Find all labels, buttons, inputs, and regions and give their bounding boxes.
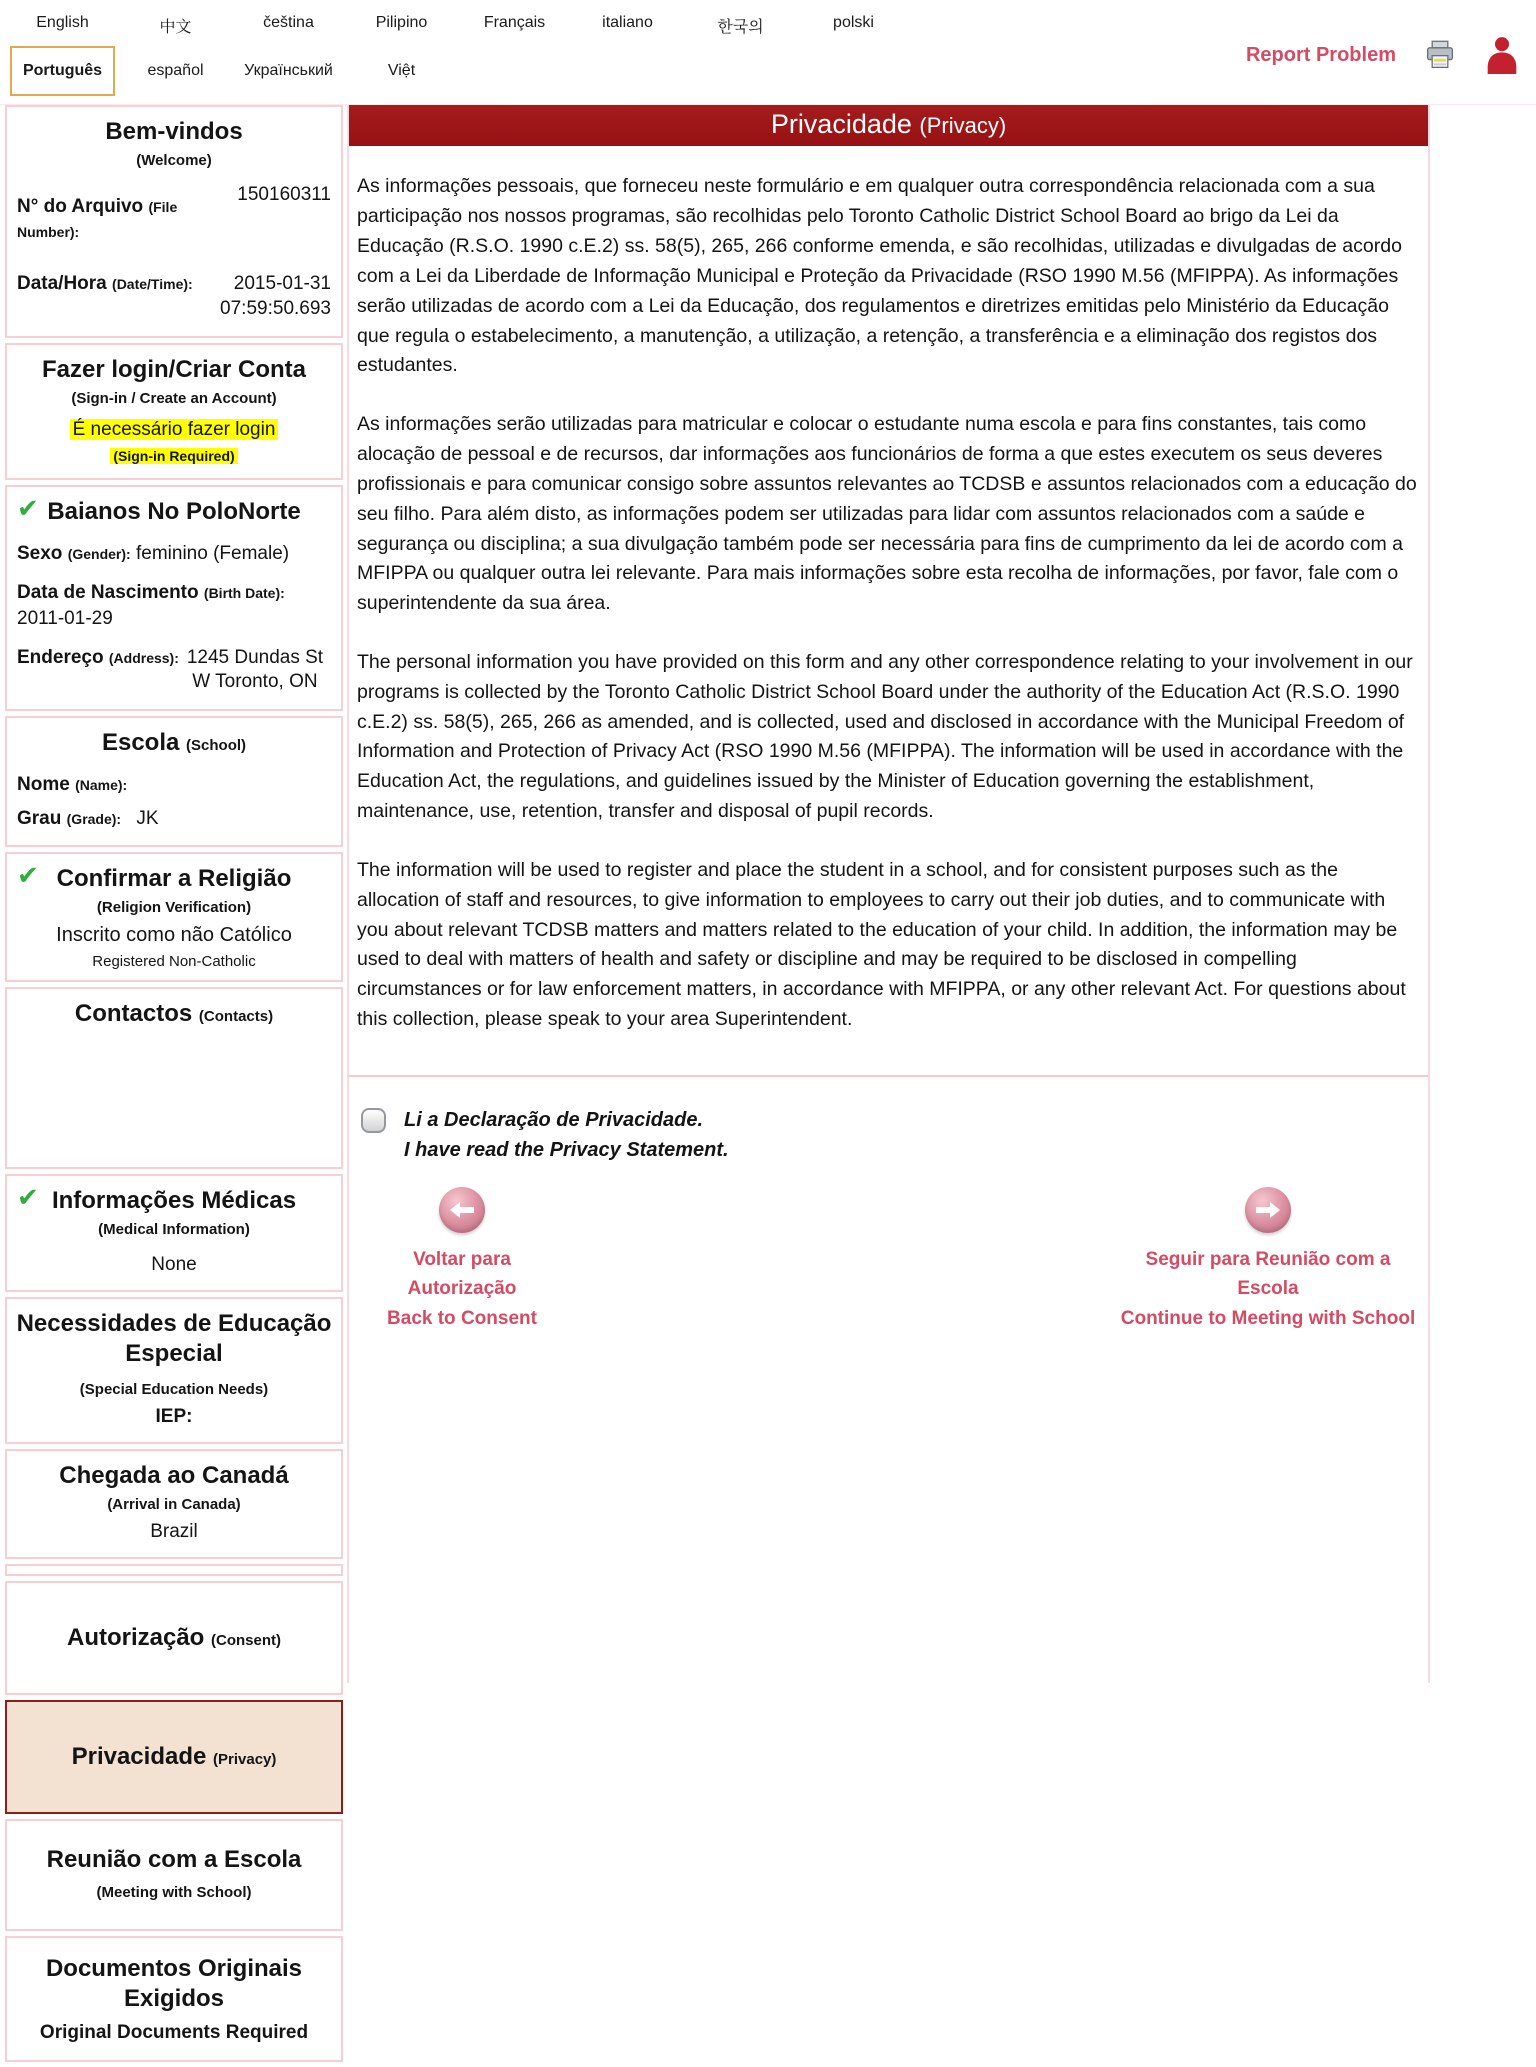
- continue-to-meeting-button[interactable]: [1118, 1187, 1418, 1333]
- welcome-title: Bem-vindos: [105, 118, 243, 145]
- page-title: [349, 105, 1428, 146]
- privacy-statement: [349, 146, 1428, 1333]
- arrival-subtitle: (Arrival in Canada): [107, 1496, 241, 1514]
- signin-required-en: (Sign-in Required): [110, 448, 237, 464]
- privacy-paragraph-pt-2: As informações serão utilizadas para matricular e colocar o estudante numa escola e para fins constantes, tais como alocação de pessoal e de recursos, dar informações aos funcionários de forma a que estes executem os seus deveres profissionais e para comunicar consigo sobre assuntos relevantes ao TCDSB e assuntos relacionados com a educação do seu filho. Para além disto, as informações podem ser utilizadas para lidar com assuntos relacionados com a saúde e segurança ou disciplina; a sua divulgação também pode ser necessária para fins de cumprimento da lei de acordo com a MFIPPA ou qualquer outra lei relevante. Para mais informações sobre esta recolha de informações, por favor, fale com o superintendente da sua área.: [357, 413, 1417, 615]
- language-item-french[interactable]: Français: [483, 14, 546, 31]
- report-problem-link[interactable]: Report Problem: [1245, 43, 1396, 66]
- student-name: Baianos No PoloNorte: [47, 497, 301, 525]
- page-title-en: (Privacy): [919, 113, 1007, 138]
- sidebar-step-meeting[interactable]: [5, 1819, 343, 1931]
- check-icon: ✔: [17, 492, 39, 523]
- privacy-read-labels: [404, 1105, 729, 1165]
- file-number-label: N° do Arquivo: [17, 196, 144, 217]
- religion-title: Confirmar a Religião: [56, 865, 292, 893]
- special-education-subtitle: (Special Education Needs): [79, 1381, 269, 1399]
- sidebar-step-medical[interactable]: [5, 1174, 343, 1292]
- privacy-read-label-pt: Li a Declaração de Privacidade.: [404, 1108, 704, 1131]
- language-item-italian[interactable]: italiano: [602, 14, 653, 31]
- grade-value: JK: [136, 807, 159, 829]
- welcome-subtitle: (Welcome): [136, 152, 212, 169]
- arrival-title: Chegada ao Canadá: [59, 1462, 289, 1490]
- meeting-title-en: (Meeting with School): [96, 1884, 252, 1902]
- privacy-paragraph-en-1: The personal information you have provided on this form and any other correspondence relating to your involvement in our programs is collected by the Toronto Catholic District School Board under the authority of the Education Act (R.S.O. 1990 c.E.2) ss. 58(5), 265, 266 as amended, and is collected, used and disclosed in accordance with the Municipal Freedom of Information and Protection of Privacy Act (RSO 1990 M.56 (MFIPPA). The information will be used in accordance with the Education Act, the regulations, and guidelines issued by the Minister of Education governing the establishment, maintenance, use, retention, transfer and disposal of pupil records.: [357, 650, 1413, 823]
- sidebar-divider: [5, 1564, 343, 1576]
- next-arrow-icon[interactable]: [1245, 1187, 1291, 1233]
- check-icon: ✔: [17, 1182, 39, 1213]
- selected-language-box[interactable]: Português: [10, 46, 115, 96]
- datetime-label-en: (Date/Time):: [112, 276, 193, 293]
- religion-status-pt: Inscrito como não Católico: [56, 924, 292, 947]
- language-row-2: [6, 46, 458, 96]
- medical-value: None: [151, 1254, 197, 1276]
- contacts-title: Contactos: [74, 1000, 193, 1028]
- language-row-1: [6, 14, 910, 37]
- sidebar-step-privacy-active[interactable]: [5, 1700, 343, 1814]
- topbar-actions: [1246, 36, 1520, 74]
- gender-row: Sexo (Gender): feminino (Female): [17, 542, 290, 564]
- user-account-icon[interactable]: [1484, 36, 1520, 74]
- religion-subtitle: (Religion Verification): [96, 899, 252, 917]
- sidebar-step-arrival[interactable]: [5, 1449, 343, 1559]
- back-arrow-icon[interactable]: [439, 1187, 485, 1233]
- arrival-value: Brazil: [150, 1521, 198, 1543]
- datetime-label: Data/Hora: [17, 273, 107, 295]
- special-education-title: Necessidades de Educação Especial: [16, 1310, 332, 1368]
- language-item-spanish[interactable]: español: [147, 62, 204, 79]
- privacy-acknowledgement: [357, 1077, 1418, 1165]
- language-item-korean[interactable]: 한국의: [717, 19, 764, 36]
- language-item-chinese[interactable]: 中文: [159, 19, 192, 36]
- language-item-ukrainian[interactable]: Український: [244, 62, 333, 79]
- address-value: 1245 Dundas St W Toronto, ON: [186, 646, 324, 693]
- religion-status-en: Registered Non-Catholic: [92, 953, 256, 971]
- language-item-vietnamese[interactable]: Việt: [387, 62, 416, 79]
- back-button-label-pt[interactable]: Voltar para Autorização: [407, 1248, 517, 1300]
- file-number-row: [17, 184, 331, 244]
- signin-subtitle: (Sign-in / Create an Account): [71, 389, 277, 407]
- language-item-czech[interactable]: čeština: [263, 14, 314, 31]
- next-button-label-en[interactable]: Continue to Meeting with School: [1120, 1307, 1416, 1329]
- language-item-portuguese-selected[interactable]: [6, 46, 119, 96]
- next-button-label-pt[interactable]: Seguir para Reunião com a Escola: [1145, 1248, 1391, 1300]
- medical-subtitle: (Medical Information): [98, 1221, 250, 1239]
- privacy-read-label-en: I have read the Privacy Statement.: [404, 1138, 729, 1161]
- privacy-paragraph-en-2: The information will be used to register and place the student in a school, and for consistent purposes such as the allocation of staff and resources, to give information to employees to carry out their job duties, and to communicate with you about relevant TCDSB matters and matters related to the education of your child. In addition, the information may be used to deal with matters of health and safety or discipline and may be required to be disclosed in compelling circumstances or for law enforcement matters, in accordance with MFIPPA, or any other relevant Act. For questions about this collection, please speak to your area Superintendent.: [357, 858, 1406, 1031]
- privacy-paragraph-pt-1: As informações pessoais, que forneceu neste formulário e em qualquer outra correspondência relacionada com a sua participação nos nossos programas, são recolhidas pelo Toronto Catholic District School Board ao brigo da Lei da Educação (R.S.O. 1990 c.E.2) ss. 58(5), 265, 266 conforme emenda, e são recolhidas, utilizadas e divulgadas de acordo com a Lei da Liberdade de Informação Municipal e Proteção da Privacidade (RSO 1990 M.56 (MFIPPA). As informações serão utilizadas de acordo com a Lei da Educação, dos regulamentos e diretrizes emitidas pelo Ministério da Educação que regula o estabelecimento, a manutenção, a utilização, a retenção, a transferência e a eliminação dos registos dos estudantes.: [357, 175, 1402, 377]
- school-title: Escola: [101, 729, 180, 757]
- privacy-title-en: (Privacy): [213, 1751, 277, 1769]
- sidebar-step-signin[interactable]: [5, 343, 343, 480]
- documents-title: Documentos Originais Exigidos: [45, 1955, 303, 2013]
- printer-icon[interactable]: [1424, 40, 1456, 70]
- page-title-pt: Privacidade: [770, 109, 912, 139]
- contacts-title-en: (Contacts): [198, 1008, 274, 1026]
- sidebar-step-consent[interactable]: [5, 1581, 343, 1695]
- meeting-title: Reunião com a Escola: [46, 1846, 302, 1874]
- sidebar-step-religion[interactable]: [5, 852, 343, 982]
- privacy-title: Privacidade: [71, 1743, 207, 1771]
- school-name-row: Nome (Name):: [17, 774, 128, 796]
- birthdate-value: 2011-01-29: [17, 608, 113, 630]
- language-bar: [0, 0, 1536, 104]
- language-item-english[interactable]: English: [36, 14, 89, 31]
- sidebar: [5, 105, 343, 2067]
- address-row: Endereço (Address): 1245 Dundas St W Toronto, ON: [17, 646, 331, 695]
- sidebar-step-student[interactable]: [5, 485, 343, 711]
- gender-value: feminino (Female): [135, 542, 290, 564]
- medical-title: Informações Médicas: [51, 1187, 297, 1215]
- back-button-label-en[interactable]: Back to Consent: [387, 1307, 537, 1329]
- check-icon: ✔: [17, 860, 39, 891]
- sidebar-step-contacts[interactable]: [5, 987, 343, 1169]
- file-number-value: 150160311: [237, 184, 331, 205]
- language-item-polish[interactable]: polski: [833, 14, 874, 31]
- iep-label: IEP:: [155, 1406, 193, 1428]
- sidebar-step-documents[interactable]: [5, 1936, 343, 2062]
- datetime-row: [17, 272, 331, 321]
- consent-title-en: (Consent): [211, 1632, 282, 1650]
- datetime-value: 2015-01-31 07:59:50.693: [220, 273, 331, 320]
- birthdate-row: Data de Nascimento (Birth Date): 2011-01-29: [17, 582, 285, 630]
- grade-row: Grau (Grade): JK: [17, 807, 159, 829]
- sidebar-step-welcome[interactable]: [5, 105, 343, 338]
- file-number-label-en: (File Number):: [17, 199, 178, 240]
- privacy-panel: [347, 105, 1430, 1683]
- back-to-consent-button[interactable]: [357, 1187, 567, 1333]
- wizard-navigation: [357, 1165, 1418, 1333]
- signin-required-pt: É necessário fazer login: [70, 419, 279, 440]
- sidebar-step-special-education[interactable]: [5, 1297, 343, 1444]
- page-content: [0, 104, 1536, 2067]
- school-title-en: (School): [186, 737, 247, 755]
- sidebar-step-school[interactable]: [5, 716, 343, 847]
- language-item-filipino[interactable]: Pilipino: [375, 14, 428, 31]
- consent-title: Autorização: [66, 1624, 205, 1652]
- signin-title: Fazer login/Criar Conta: [41, 355, 307, 383]
- privacy-read-checkbox[interactable]: [361, 1108, 386, 1133]
- documents-title-en: Original Documents Required: [39, 2022, 309, 2044]
